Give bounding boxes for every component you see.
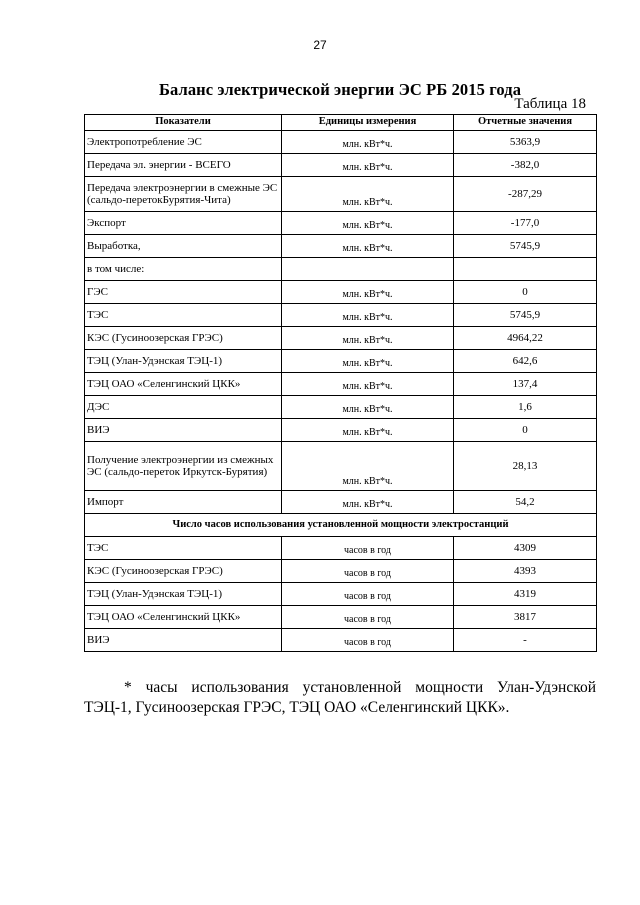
table-caption: Таблица 18 — [514, 96, 586, 112]
header-indicator: Показатели — [85, 115, 282, 131]
row-unit: млн. кВт*ч. — [282, 177, 454, 212]
table-row — [85, 419, 597, 442]
row-value — [454, 258, 597, 281]
table-row — [85, 235, 597, 258]
row-indicator: Выработка, — [85, 235, 282, 258]
row-value: - — [454, 629, 597, 652]
row-value: 54,2 — [454, 491, 597, 514]
row-value: 0 — [454, 419, 597, 442]
table-row — [85, 560, 597, 583]
row-unit: часов в год — [282, 583, 454, 606]
row-unit: млн. кВт*ч. — [282, 373, 454, 396]
table-row — [85, 629, 597, 652]
row-indicator: ВИЭ — [85, 419, 282, 442]
table-row — [85, 350, 597, 373]
row-indicator: КЭС (Гусиноозерская ГРЭС) — [85, 560, 282, 583]
row-indicator: ТЭЦ ОАО «Селенгинский ЦКК» — [85, 606, 282, 629]
row-unit: млн. кВт*ч. — [282, 304, 454, 327]
row-value: 0 — [454, 281, 597, 304]
row-indicator: Получение электроэнергии из смежных ЭС (сальдо-переток Иркутск-Бурятия) — [85, 442, 282, 491]
row-value: 642,6 — [454, 350, 597, 373]
table-section-row — [85, 514, 597, 537]
header-unit: Единицы измерения — [282, 115, 454, 131]
row-value: 28,13 — [454, 442, 597, 491]
row-unit: часов в год — [282, 537, 454, 560]
row-indicator: ТЭЦ (Улан-Удэнская ТЭЦ-1) — [85, 583, 282, 606]
row-unit: млн. кВт*ч. — [282, 491, 454, 514]
row-unit: млн. кВт*ч. — [282, 350, 454, 373]
table-row — [85, 304, 597, 327]
row-value: -287,29 — [454, 177, 597, 212]
table-row — [85, 154, 597, 177]
table-row — [85, 281, 597, 304]
row-indicator: в том числе: — [85, 258, 282, 281]
row-unit: часов в год — [282, 629, 454, 652]
row-value: 137,4 — [454, 373, 597, 396]
table-row — [85, 491, 597, 514]
row-indicator: ТЭЦ ОАО «Селенгинский ЦКК» — [85, 373, 282, 396]
row-unit: млн. кВт*ч. — [282, 327, 454, 350]
row-unit: млн. кВт*ч. — [282, 442, 454, 491]
row-unit: млн. кВт*ч. — [282, 419, 454, 442]
table-row — [85, 583, 597, 606]
table-row — [85, 537, 597, 560]
row-indicator: Экспорт — [85, 212, 282, 235]
row-unit: млн. кВт*ч. — [282, 281, 454, 304]
row-indicator: ВИЭ — [85, 629, 282, 652]
table-row — [85, 327, 597, 350]
row-indicator: Передача эл. энергии - ВСЕГО — [85, 154, 282, 177]
row-value: 1,6 — [454, 396, 597, 419]
row-value: 3817 — [454, 606, 597, 629]
row-value: -382,0 — [454, 154, 597, 177]
table-row — [85, 442, 597, 491]
row-value: 4393 — [454, 560, 597, 583]
table-row — [85, 606, 597, 629]
row-value: 4964,22 — [454, 327, 597, 350]
row-value: 5745,9 — [454, 304, 597, 327]
row-unit: млн. кВт*ч. — [282, 212, 454, 235]
row-unit: часов в год — [282, 560, 454, 583]
page-number: 27 — [313, 38, 327, 52]
footnote: * часы использования установленной мощности Улан-Удэнской ТЭЦ-1, Гусиноозерская ГРЭС, ТЭЦ ОАО «Селенгинский ЦКК». — [84, 679, 596, 716]
row-indicator: КЭС (Гусиноозерская ГРЭС) — [85, 327, 282, 350]
row-unit: млн. кВт*ч. — [282, 131, 454, 154]
table-row — [85, 396, 597, 419]
row-unit — [282, 258, 454, 281]
row-indicator: ТЭС — [85, 537, 282, 560]
row-value: 4319 — [454, 583, 597, 606]
table-row — [85, 258, 597, 281]
row-indicator: Импорт — [85, 491, 282, 514]
row-value: 5363,9 — [454, 131, 597, 154]
row-indicator: ТЭС — [85, 304, 282, 327]
header-value: Отчетные значения — [454, 115, 597, 131]
row-unit: часов в год — [282, 606, 454, 629]
row-indicator: Передача электроэнергии в смежные ЭС (сальдо-перетокБурятия-Чита) — [85, 177, 282, 212]
row-value: 4309 — [454, 537, 597, 560]
row-indicator: Электропотребление ЭС — [85, 131, 282, 154]
energy-balance-table — [84, 114, 597, 652]
table-row — [85, 373, 597, 396]
row-value: 5745,9 — [454, 235, 597, 258]
row-unit: млн. кВт*ч. — [282, 154, 454, 177]
row-unit: млн. кВт*ч. — [282, 235, 454, 258]
document-title: Баланс электрической энергии ЭС РБ 2015 года — [158, 80, 522, 99]
table-row — [85, 212, 597, 235]
row-indicator: ГЭС — [85, 281, 282, 304]
table-row — [85, 177, 597, 212]
table-header-row — [85, 115, 597, 131]
section-title: Число часов использования установленной мощности электростанций — [85, 514, 597, 537]
row-indicator: ТЭЦ (Улан-Удэнская ТЭЦ-1) — [85, 350, 282, 373]
row-unit: млн. кВт*ч. — [282, 396, 454, 419]
row-indicator: ДЭС — [85, 396, 282, 419]
row-value: -177,0 — [454, 212, 597, 235]
table-row — [85, 131, 597, 154]
